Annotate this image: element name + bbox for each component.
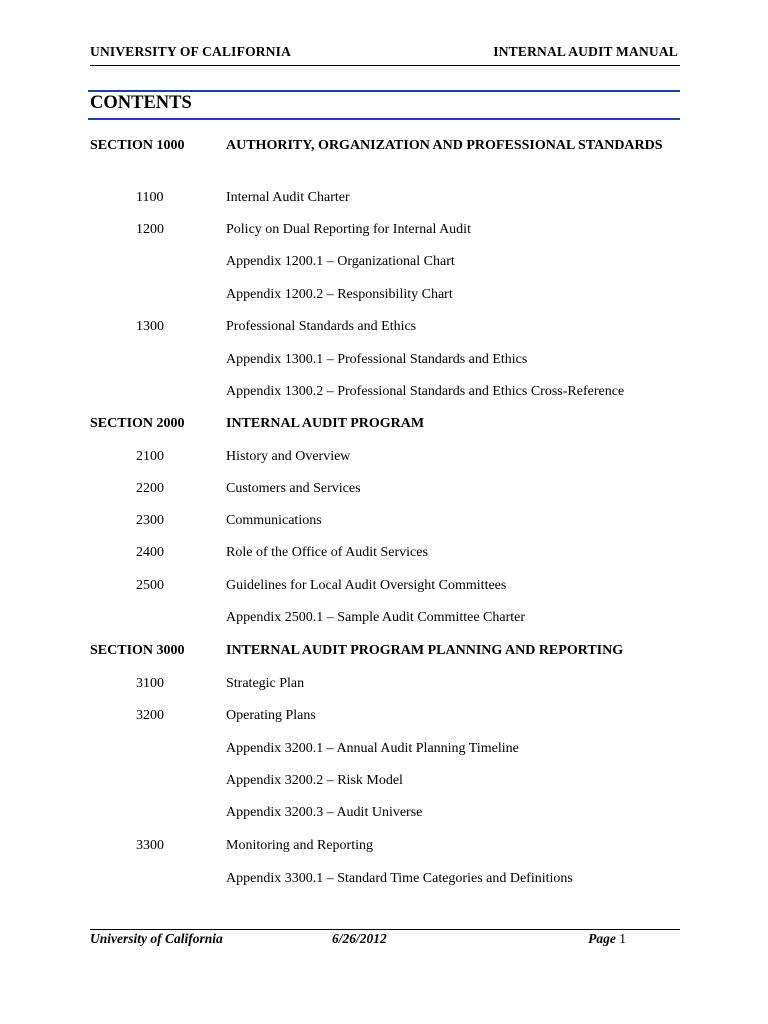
toc-entry-number: 2500 xyxy=(136,578,164,593)
toc-entry-title: Strategic Plan xyxy=(226,676,305,691)
footer-page-number: 1 xyxy=(619,931,626,946)
toc-entry-title: Appendix 1200.1 – Organizational Chart xyxy=(226,254,455,269)
header-manual-title: INTERNAL AUDIT MANUAL xyxy=(493,44,678,59)
page-footer xyxy=(90,931,678,951)
toc-entry-number: 1200 xyxy=(136,222,164,237)
toc-entry-title: Appendix 3300.1 – Standard Time Categories and Definitions xyxy=(226,871,573,886)
toc-section-title: INTERNAL AUDIT PROGRAM xyxy=(226,416,425,431)
toc-entry-number: 2200 xyxy=(136,481,164,496)
toc-entry-title: Role of the Office of Audit Services xyxy=(226,545,428,560)
toc-entry-number: 1300 xyxy=(136,319,164,334)
toc-entry-title: Appendix 3200.2 – Risk Model xyxy=(226,773,403,788)
page-header xyxy=(90,44,678,62)
toc-entry-number: 3100 xyxy=(136,676,164,691)
toc-entry-title: Operating Plans xyxy=(226,708,316,723)
toc-entry-number: 2300 xyxy=(136,513,164,528)
toc-entry-title: Customers and Services xyxy=(226,481,361,496)
footer-page-label: Page xyxy=(588,931,616,946)
toc-entry-title: Policy on Dual Reporting for Internal Audit xyxy=(226,222,471,237)
toc-section-number: SECTION 3000 xyxy=(90,643,185,658)
toc-entry-title: Appendix 3200.1 – Annual Audit Planning Timeline xyxy=(226,741,519,756)
toc-entry-number: 2400 xyxy=(136,545,164,560)
toc-entry-title: Internal Audit Charter xyxy=(226,190,350,205)
toc-section-title: AUTHORITY, ORGANIZATION AND PROFESSIONAL STANDARDS xyxy=(226,138,663,153)
header-rule xyxy=(90,65,680,66)
toc-entry-title: Guidelines for Local Audit Oversight Committees xyxy=(226,578,507,593)
toc-entry-title: Professional Standards and Ethics xyxy=(226,319,417,334)
header-org: UNIVERSITY OF CALIFORNIA xyxy=(90,44,292,59)
toc-entry-number: 3200 xyxy=(136,708,164,723)
contents-title: CONTENTS xyxy=(90,93,192,113)
contents-bottom-rule xyxy=(88,118,680,120)
footer-rule xyxy=(90,929,680,930)
footer-page xyxy=(588,931,626,947)
toc-entry-title: History and Overview xyxy=(226,449,351,464)
toc-entry-title: Appendix 1300.1 – Professional Standards and Ethics xyxy=(226,352,528,367)
toc-entry-number: 2100 xyxy=(136,449,164,464)
contents-top-rule xyxy=(88,90,680,92)
toc-entry-title: Appendix 1300.2 – Professional Standards and Ethics Cross-Reference xyxy=(226,384,625,399)
toc-section-number: SECTION 2000 xyxy=(90,416,185,431)
toc-entry-title: Appendix 2500.1 – Sample Audit Committee Charter xyxy=(226,610,526,625)
toc-entry-number: 3300 xyxy=(136,838,164,853)
footer-org: University of California xyxy=(90,931,223,946)
contents-band xyxy=(88,90,680,120)
toc-section-number: SECTION 1000 xyxy=(90,138,185,153)
toc-entry-title: Appendix 3200.3 – Audit Universe xyxy=(226,805,423,820)
toc-entry-title: Monitoring and Reporting xyxy=(226,838,373,853)
toc-entry-title: Communications xyxy=(226,513,322,528)
footer-date: 6/26/2012 xyxy=(332,931,387,946)
toc-entry-number: 1100 xyxy=(136,190,164,205)
toc-entry-title: Appendix 1200.2 – Responsibility Chart xyxy=(226,287,453,302)
toc-section-title: INTERNAL AUDIT PROGRAM PLANNING AND REPORTING xyxy=(226,643,624,658)
